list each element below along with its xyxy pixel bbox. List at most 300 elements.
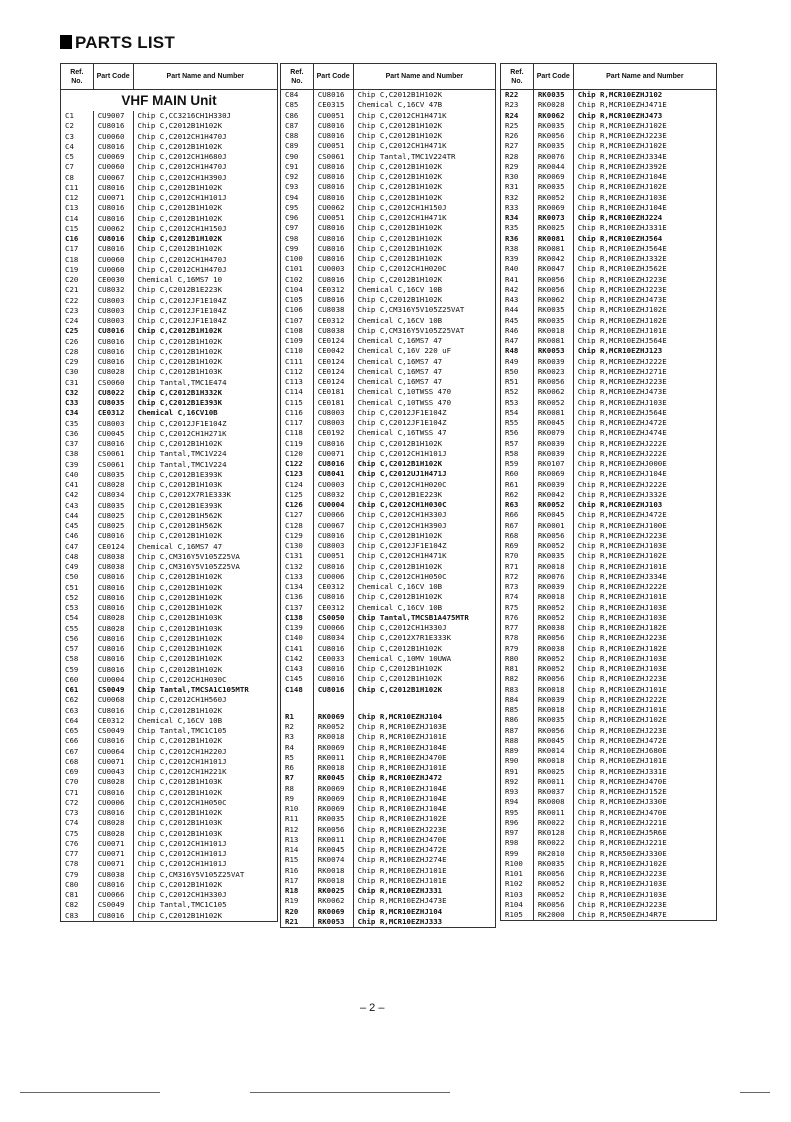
part-code: CU8035 xyxy=(93,398,133,408)
part-code: CU8016 xyxy=(313,562,353,572)
ref-no: R25 xyxy=(501,121,534,131)
page-number: – 2 – xyxy=(360,1002,385,1014)
table-row xyxy=(281,469,496,479)
part-code: RK0081 xyxy=(533,234,573,244)
ref-no: C124 xyxy=(281,480,314,490)
ref-no: R53 xyxy=(501,398,534,408)
part-code: RK0038 xyxy=(533,644,573,654)
table-row xyxy=(61,583,278,593)
table-row xyxy=(61,562,278,572)
part-name: Chip C,C2012B1H102K xyxy=(133,808,277,818)
part-name: Chip C,C2012B1H102K xyxy=(133,214,277,224)
table-row xyxy=(281,572,496,582)
part-code: RK0023 xyxy=(533,367,573,377)
ref-no: C95 xyxy=(281,203,314,213)
table-row xyxy=(501,654,717,664)
table-row xyxy=(61,706,278,716)
part-name: Chip C,C2012B1E223K xyxy=(353,490,495,500)
part-name: Chip R,MCR10EZHJ101E xyxy=(353,866,495,876)
part-code: CU0051 xyxy=(313,141,353,151)
part-name: Chip C,C2012JF1E104Z xyxy=(353,408,495,418)
table-row xyxy=(501,141,717,151)
ref-no: R58 xyxy=(501,449,534,459)
ref-no: C49 xyxy=(61,562,94,572)
ref-no: C46 xyxy=(61,531,94,541)
table-row xyxy=(61,347,278,357)
ref-no: C83 xyxy=(61,911,94,922)
table-row xyxy=(281,907,496,917)
table-row xyxy=(501,695,717,705)
ref-no: R75 xyxy=(501,603,534,613)
table-row xyxy=(501,500,717,510)
table-row xyxy=(501,828,717,838)
part-code: RK0011 xyxy=(313,753,353,763)
part-name: Chip R,MCR10EZHJ100E xyxy=(573,521,716,531)
ref-no: R26 xyxy=(501,131,534,141)
part-name: Chip R,MCR10EZHJ330E xyxy=(573,797,716,807)
header-ref-line1: Ref. xyxy=(70,68,84,76)
table-row xyxy=(61,388,278,398)
part-code: CU0003 xyxy=(313,264,353,274)
ref-no: C102 xyxy=(281,275,314,285)
part-name: Chip R,MCR10EZHJ104E xyxy=(353,804,495,814)
part-code: RK0076 xyxy=(533,152,573,162)
part-name: Chip C,C2012CH1H101J xyxy=(133,757,277,767)
ref-no: C35 xyxy=(61,419,94,429)
part-name: Chemical C,16MS7 47 xyxy=(133,542,277,552)
ref-no: C100 xyxy=(281,254,314,264)
ref-no: C28 xyxy=(61,347,94,357)
part-code: RK0052 xyxy=(533,603,573,613)
part-code: RK0081 xyxy=(533,244,573,254)
ref-no: C52 xyxy=(61,593,94,603)
part-code: CE0312 xyxy=(313,316,353,326)
ref-no: C19 xyxy=(61,265,94,275)
part-code: CU8016 xyxy=(93,203,133,213)
part-name: Chip R,MCR10EZHJ102E xyxy=(573,305,716,315)
ref-no: R104 xyxy=(501,900,534,910)
ref-no: C11 xyxy=(61,183,94,193)
ref-no: R8 xyxy=(281,784,314,794)
part-name: Chip R,MCR10EZHJ222E xyxy=(573,449,716,459)
table-row xyxy=(501,715,717,725)
part-code: RK0062 xyxy=(313,896,353,906)
ref-no: R77 xyxy=(501,623,534,633)
part-code: CE0181 xyxy=(313,387,353,397)
ref-no: C38 xyxy=(61,449,94,459)
table-row xyxy=(61,880,278,890)
table-row xyxy=(281,804,496,814)
table-row xyxy=(501,808,717,818)
part-name: Chip C,C2012B1H102K xyxy=(353,295,495,305)
table-row xyxy=(61,306,278,316)
part-name: Chip C,C2012CH1H020C xyxy=(353,264,495,274)
table-row xyxy=(61,296,278,306)
part-name: Chip R,MCR10EZHJ103E xyxy=(573,398,716,408)
part-name: Chip C,C2012CH1H471K xyxy=(353,213,495,223)
part-code: CU8016 xyxy=(93,583,133,593)
part-name: Chip C,C2012CH1H470J xyxy=(133,265,277,275)
part-code: CE0030 xyxy=(93,275,133,285)
table-row xyxy=(281,459,496,469)
ref-no: C8 xyxy=(61,173,94,183)
table-row xyxy=(61,255,278,265)
part-code: RK0011 xyxy=(533,808,573,818)
part-name: Chip C,C2012CH1H271K xyxy=(133,429,277,439)
part-code: RK0035 xyxy=(533,316,573,326)
part-code: RK0069 xyxy=(313,712,353,722)
part-code: RK0069 xyxy=(313,784,353,794)
table-row xyxy=(61,644,278,654)
part-code: RK0022 xyxy=(533,818,573,828)
ref-no: R88 xyxy=(501,736,534,746)
part-code: CU8035 xyxy=(93,501,133,511)
part-name: Chip C,CM316Y5V105Z25VA xyxy=(133,562,277,572)
table-row xyxy=(281,254,496,264)
part-name: Chip C,C2012B1H103K xyxy=(133,777,277,787)
part-name: Chip C,C2012B1H102K xyxy=(133,244,277,254)
table-row xyxy=(501,613,717,623)
table-row xyxy=(281,264,496,274)
part-name: Chip C,C2012CH1H330J xyxy=(133,890,277,900)
part-name: Chip R,MCR10EZHJ101E xyxy=(353,732,495,742)
part-code: CU8016 xyxy=(93,234,133,244)
ref-no: C67 xyxy=(61,747,94,757)
part-name: Chip R,MCR10EZHJ564 xyxy=(573,234,716,244)
table-row xyxy=(61,203,278,213)
part-code: RK0045 xyxy=(313,773,353,783)
part-name: Chip R,MCR10EZHJ101E xyxy=(573,562,716,572)
table-row xyxy=(281,285,496,295)
ref-no: R3 xyxy=(281,732,314,742)
ref-no: R41 xyxy=(501,275,534,285)
table-row xyxy=(501,551,717,561)
part-code: RK0056 xyxy=(533,377,573,387)
part-name: Chip R,MCR10EZHJ223E xyxy=(573,131,716,141)
part-code: CU8038 xyxy=(93,552,133,562)
part-name: Chip Tantal,TMC1E474 xyxy=(133,378,277,388)
part-name: Chip R,MCR10EZHJ222E xyxy=(573,439,716,449)
ref-no: C44 xyxy=(61,511,94,521)
part-code: CU8016 xyxy=(93,665,133,675)
part-code: CU8016 xyxy=(93,911,133,922)
ref-no: R28 xyxy=(501,152,534,162)
ref-no: C1 xyxy=(61,111,94,121)
table-row xyxy=(281,193,496,203)
ref-no: R86 xyxy=(501,715,534,725)
ref-no: R36 xyxy=(501,234,534,244)
part-name: Chip R,MCR10EZHJ104E xyxy=(353,743,495,753)
part-code: CU0062 xyxy=(93,224,133,234)
ref-no: C16 xyxy=(61,234,94,244)
table-row xyxy=(281,814,496,824)
ref-no: R100 xyxy=(501,859,534,869)
ref-no: R69 xyxy=(501,541,534,551)
ref-no: R21 xyxy=(281,917,314,928)
ref-no: C108 xyxy=(281,326,314,336)
part-code: CU8016 xyxy=(313,162,353,172)
table-row xyxy=(61,767,278,777)
header-ref-no xyxy=(501,64,534,90)
ref-no: C148 xyxy=(281,685,314,695)
ref-no: C62 xyxy=(61,695,94,705)
part-name: Chip C,C2012B1H102K xyxy=(133,593,277,603)
table-row xyxy=(61,859,278,869)
ref-no: R32 xyxy=(501,193,534,203)
part-name: Chip C,C2012CH1H471K xyxy=(353,551,495,561)
part-code: CE0124 xyxy=(313,377,353,387)
table-row xyxy=(501,582,717,592)
part-code: CS0061 xyxy=(313,152,353,162)
part-name: Chip R,MCR10EZHJ103 xyxy=(573,500,716,510)
part-name: Chemical C,16CV10B xyxy=(133,408,277,418)
part-code: RK0018 xyxy=(313,763,353,773)
ref-no: R43 xyxy=(501,295,534,305)
table-row xyxy=(281,773,496,783)
part-code: CU0071 xyxy=(93,849,133,859)
part-name: Chip C,C2012B1H102K xyxy=(353,172,495,182)
ref-no: C128 xyxy=(281,521,314,531)
table-row xyxy=(61,224,278,234)
part-name: Chip R,MCR10EZHJ474E xyxy=(573,428,716,438)
part-code: RK0018 xyxy=(533,562,573,572)
part-code: RK0056 xyxy=(533,869,573,879)
table-row xyxy=(281,541,496,551)
table-row xyxy=(501,213,717,223)
ref-no: R98 xyxy=(501,838,534,848)
ref-no: C133 xyxy=(281,572,314,582)
ref-no: C120 xyxy=(281,449,314,459)
ref-no: R80 xyxy=(501,654,534,664)
table-row xyxy=(281,305,496,315)
table-row xyxy=(281,633,496,643)
ref-no: C56 xyxy=(61,634,94,644)
table-row xyxy=(61,398,278,408)
table-row xyxy=(61,911,278,922)
part-code: CU8003 xyxy=(313,541,353,551)
part-code: CU8016 xyxy=(93,439,133,449)
part-code: CU8016 xyxy=(93,634,133,644)
table-row xyxy=(61,654,278,664)
part-name: Chip C,C2012CH1H101J xyxy=(353,449,495,459)
table-row xyxy=(501,111,717,121)
part-code: RK0022 xyxy=(533,838,573,848)
part-name: Chip C,C2012B1E223K xyxy=(133,285,277,295)
ref-no: R5 xyxy=(281,753,314,763)
table-row xyxy=(501,100,717,110)
ref-no: R24 xyxy=(501,111,534,121)
header-ref-line2: No. xyxy=(511,77,523,85)
ref-no: R96 xyxy=(501,818,534,828)
part-code: RK0039 xyxy=(533,582,573,592)
part-name: Chip R,MCR10EZHJ101E xyxy=(573,756,716,766)
part-code: RK0042 xyxy=(533,254,573,264)
part-name: Chip C,C2012B1H102K xyxy=(133,439,277,449)
part-code: CU8016 xyxy=(313,244,353,254)
part-name: Chip R,MCR10EZHJ102 xyxy=(573,90,716,101)
ref-no: R33 xyxy=(501,203,534,213)
part-name: Chip C,C2012B1E393K xyxy=(133,470,277,480)
part-name: Chip R,MCR10EZHJ223E xyxy=(573,900,716,910)
part-code: CU8038 xyxy=(93,562,133,572)
part-code: RK0025 xyxy=(313,886,353,896)
table-row xyxy=(61,716,278,726)
table-header-row xyxy=(61,64,278,90)
ref-no: R12 xyxy=(281,825,314,835)
part-code: RK0035 xyxy=(533,90,573,101)
table-row xyxy=(501,193,717,203)
table-row xyxy=(501,859,717,869)
ref-no: C129 xyxy=(281,531,314,541)
ref-no: C105 xyxy=(281,295,314,305)
header-ref-line2: No. xyxy=(291,77,303,85)
part-code: CE0124 xyxy=(313,367,353,377)
part-code: RK0052 xyxy=(533,500,573,510)
part-name: Chip R,MCR10EZHJ332E xyxy=(573,490,716,500)
part-code: RK0045 xyxy=(533,510,573,520)
part-code: RK0074 xyxy=(313,855,353,865)
part-name: Chip R,MCR10EZHJ103E xyxy=(573,879,716,889)
table-row xyxy=(501,664,717,674)
part-code: RK0025 xyxy=(533,767,573,777)
table-row xyxy=(281,623,496,633)
table-row xyxy=(501,623,717,633)
ref-no: R76 xyxy=(501,613,534,623)
part-name: Chip C,CM316Y5V105Z25VAT xyxy=(353,305,495,315)
ref-no: C99 xyxy=(281,244,314,254)
part-name: Chip C,C2012CH1H101J xyxy=(133,193,277,203)
ref-no: C139 xyxy=(281,623,314,633)
part-name: Chip C,CC3216CH1H330J xyxy=(133,111,277,121)
part-name: Chip C,C2012JF1E104Z xyxy=(133,419,277,429)
ref-no: C45 xyxy=(61,521,94,531)
ref-no: R27 xyxy=(501,141,534,151)
table-row xyxy=(61,378,278,388)
table-row xyxy=(281,510,496,520)
part-code: CU8003 xyxy=(313,418,353,428)
table-header-row xyxy=(501,64,717,90)
part-code: RK0069 xyxy=(533,469,573,479)
table-row xyxy=(501,367,717,377)
part-code: RK2010 xyxy=(533,849,573,859)
part-name: Chip C,C2012B1H562K xyxy=(133,521,277,531)
ref-no: C115 xyxy=(281,398,314,408)
ref-no: R4 xyxy=(281,743,314,753)
part-name: Chip C,C2012B1H103K xyxy=(133,829,277,839)
ref-no: R48 xyxy=(501,346,534,356)
table-row xyxy=(501,726,717,736)
unit-title-row xyxy=(61,90,278,112)
table-row xyxy=(61,214,278,224)
part-code: RK0053 xyxy=(533,346,573,356)
part-name: Chip C,C2012B1H102K xyxy=(353,644,495,654)
table-row xyxy=(281,582,496,592)
part-name: Chip R,MCR10EZHJ392E xyxy=(573,162,716,172)
table-row xyxy=(501,592,717,602)
table-row xyxy=(501,377,717,387)
table-row xyxy=(61,695,278,705)
table-row xyxy=(61,736,278,746)
table-row xyxy=(281,346,496,356)
table-row xyxy=(501,131,717,141)
part-code: CU8016 xyxy=(313,131,353,141)
ref-no: C86 xyxy=(281,111,314,121)
part-name: Chip C,C2012B1H332K xyxy=(133,388,277,398)
header-part-name: Part Name and Number xyxy=(353,64,495,90)
part-code: CU8016 xyxy=(93,593,133,603)
ref-no: R18 xyxy=(281,886,314,896)
part-name: Chip C,CM316Y5V105Z25VAT xyxy=(133,870,277,880)
table-row xyxy=(501,541,717,551)
part-name: Chip R,MCR10EZHJ102E xyxy=(573,715,716,725)
part-code: RK0044 xyxy=(533,162,573,172)
ref-no: C136 xyxy=(281,592,314,602)
part-code: RK0038 xyxy=(533,623,573,633)
ref-no: C111 xyxy=(281,357,314,367)
ref-no: C66 xyxy=(61,736,94,746)
table-row xyxy=(61,777,278,787)
part-code: CU8025 xyxy=(93,511,133,521)
part-code: RK0011 xyxy=(533,777,573,787)
part-code: CU8028 xyxy=(93,480,133,490)
part-name: Chip R,MCR10EZHJ103E xyxy=(353,722,495,732)
part-code: RK0018 xyxy=(533,326,573,336)
ref-no: R82 xyxy=(501,674,534,684)
table-row xyxy=(501,121,717,131)
part-name: Chip C,C2012CH1H221K xyxy=(133,767,277,777)
part-code: CU8016 xyxy=(313,295,353,305)
ref-no: C54 xyxy=(61,613,94,623)
part-code: CU0003 xyxy=(313,480,353,490)
part-name: Chip C,C2012B1H102K xyxy=(353,254,495,264)
part-code: CU8016 xyxy=(93,706,133,716)
part-code: RK0056 xyxy=(313,825,353,835)
part-name: Chip C,C2012B1H102K xyxy=(133,357,277,367)
part-code: CU8041 xyxy=(313,469,353,479)
part-code: RK0128 xyxy=(533,828,573,838)
header-ref-line1: Ref. xyxy=(510,68,524,76)
ref-no: C24 xyxy=(61,316,94,326)
part-name: Chip R,MCR10EZHJ102E xyxy=(573,141,716,151)
table-row xyxy=(281,551,496,561)
part-name: Chip C,C2012B1E393K xyxy=(133,501,277,511)
part-code: RK0018 xyxy=(533,756,573,766)
table-row xyxy=(61,501,278,511)
table-row xyxy=(501,428,717,438)
part-name: Chip R,MCR10EZHJ472E xyxy=(573,510,716,520)
ref-no: C96 xyxy=(281,213,314,223)
part-name: Chip C,C2012B1H102K xyxy=(133,603,277,613)
part-name: Chip C,C2012B1H102K xyxy=(133,736,277,746)
ref-no: R11 xyxy=(281,814,314,824)
ref-no: C39 xyxy=(61,460,94,470)
part-name: Chip Tantal,TMCSB1A475MTR xyxy=(353,613,495,623)
ref-no: R102 xyxy=(501,879,534,889)
part-name: Chip C,C2012B1H102K xyxy=(353,131,495,141)
table-row xyxy=(501,439,717,449)
parts-column-2 xyxy=(280,63,496,928)
table-row xyxy=(501,357,717,367)
part-name: Chip R,MCR10EZHJ470E xyxy=(573,808,716,818)
table-row xyxy=(61,162,278,172)
part-name: Chip C,C2012B1H102K xyxy=(353,244,495,254)
part-code: CU8003 xyxy=(93,306,133,316)
part-code: CU8016 xyxy=(313,193,353,203)
header-part-code: Part Code xyxy=(93,64,133,90)
ref-no: R92 xyxy=(501,777,534,787)
part-name: Chip R,MCR10EZHJ102E xyxy=(573,316,716,326)
table-row xyxy=(501,480,717,490)
